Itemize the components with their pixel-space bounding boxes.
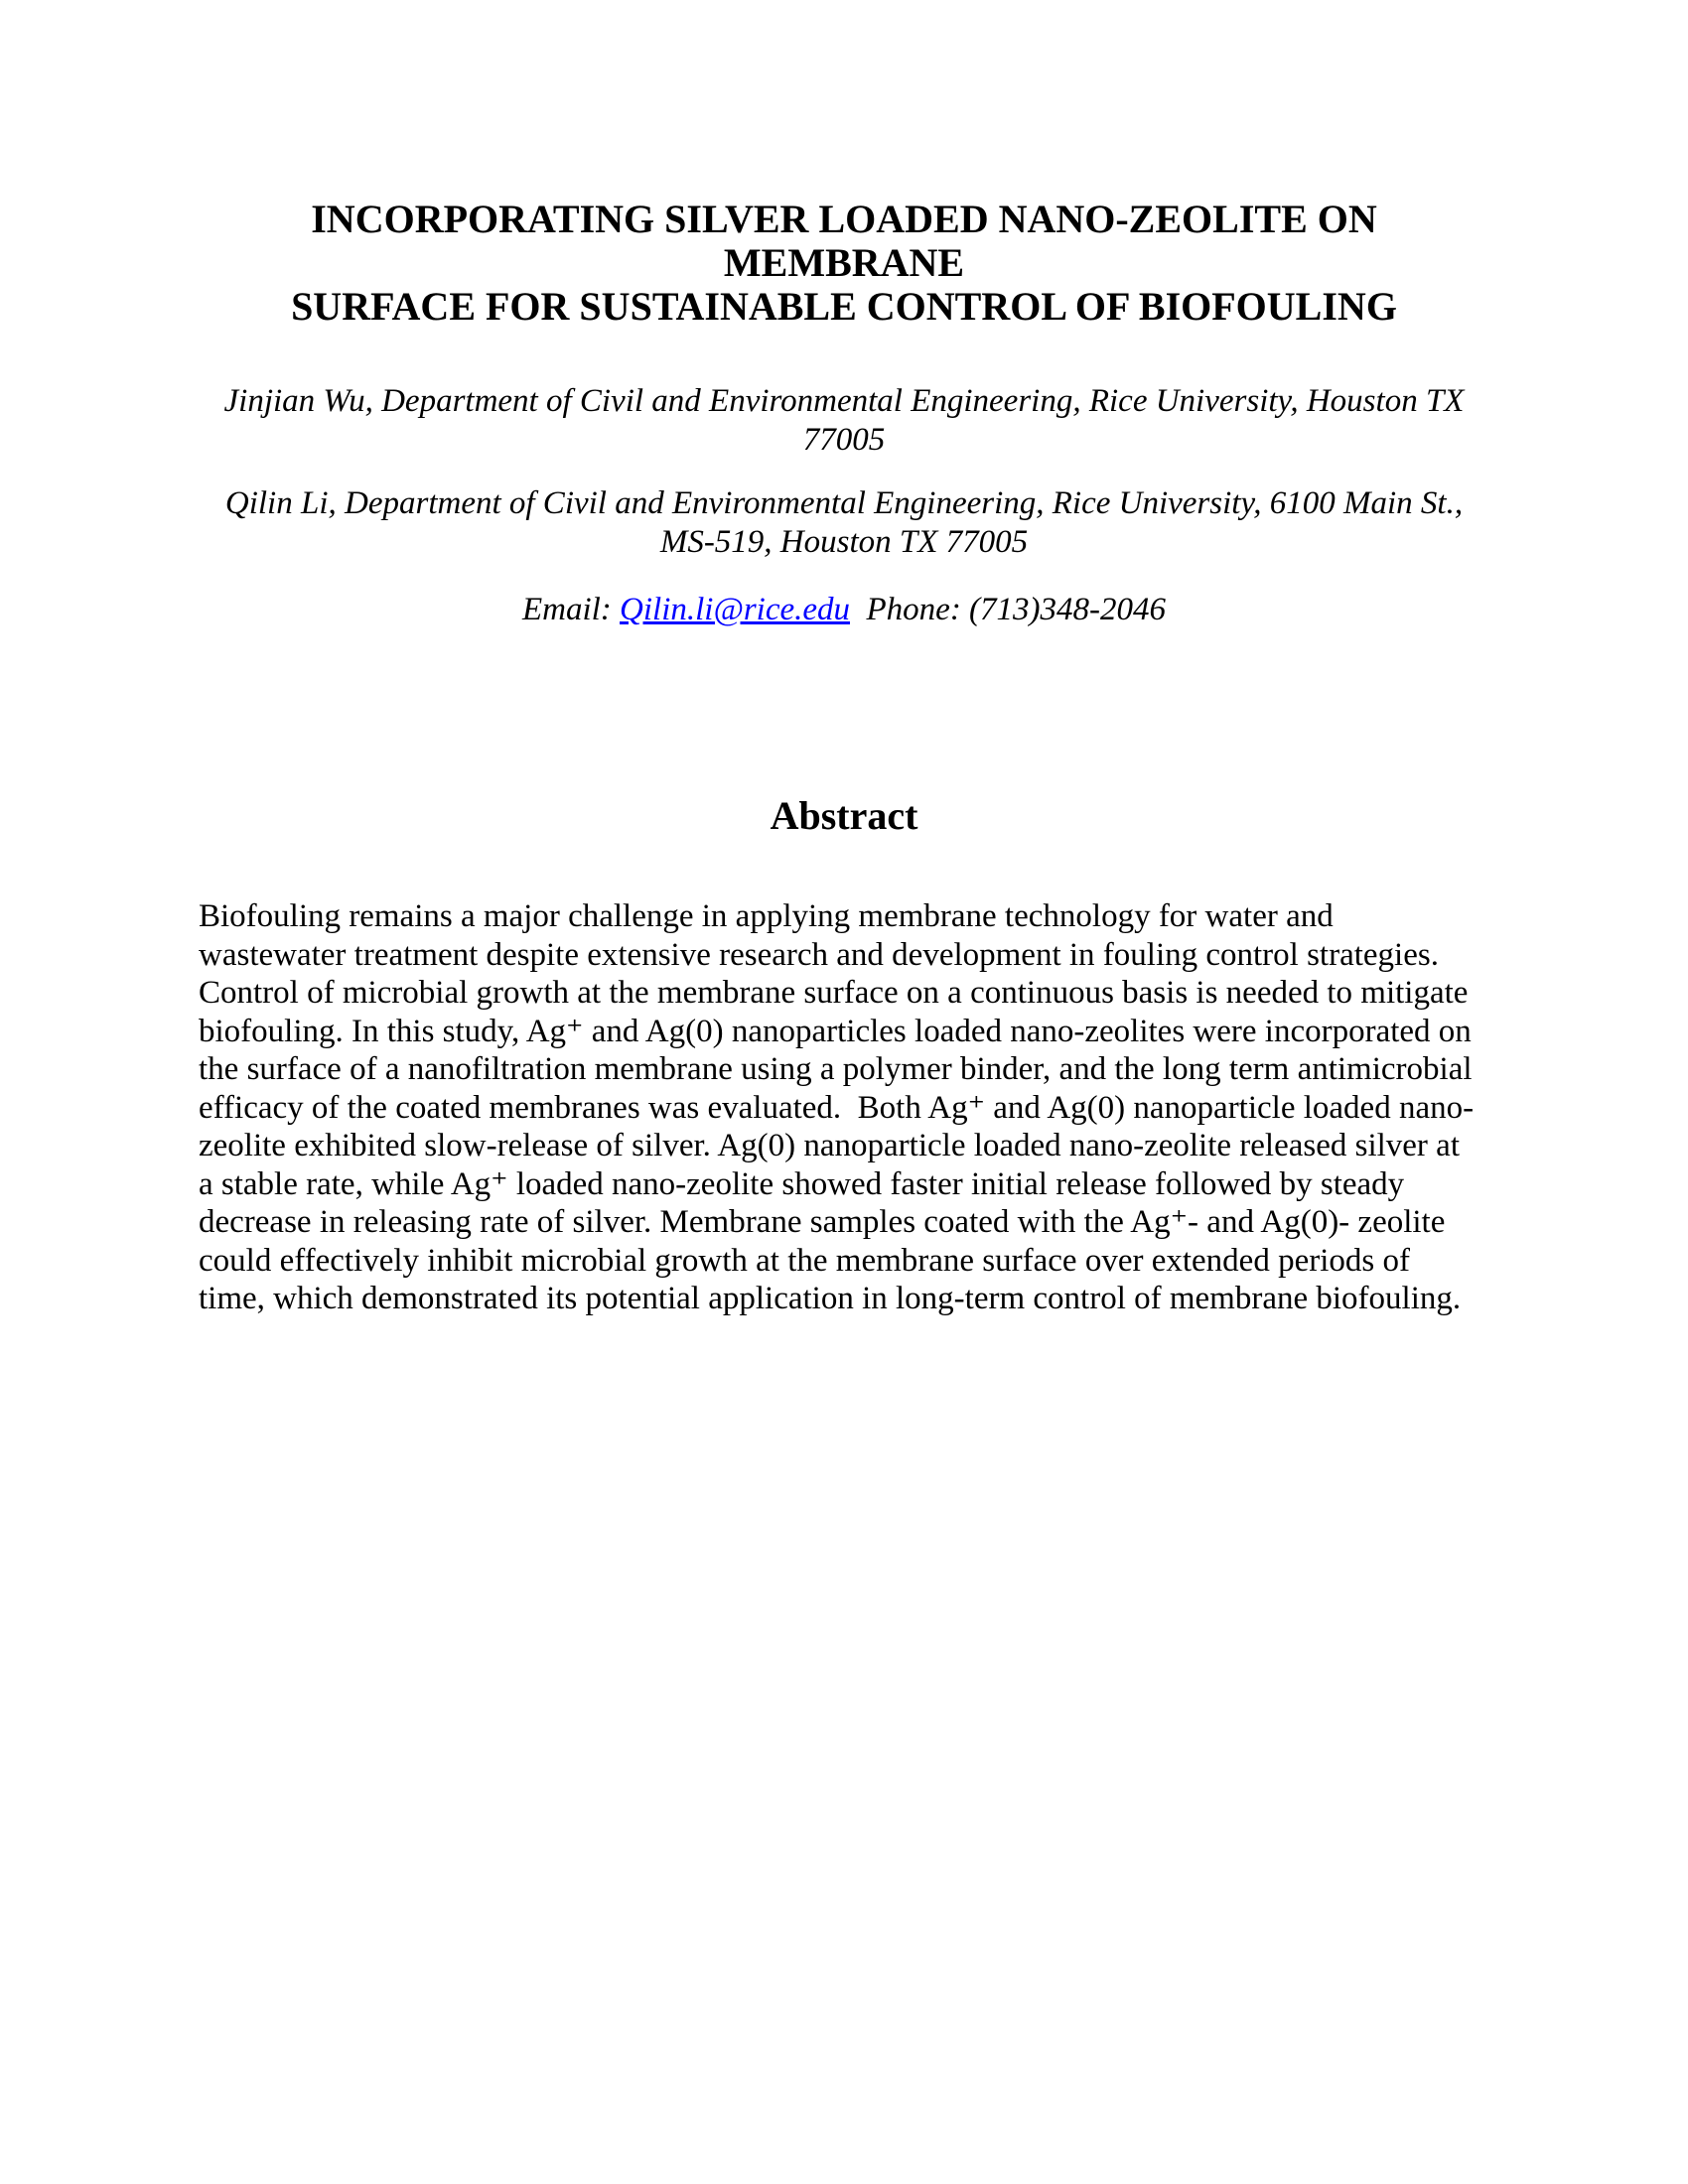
email-link[interactable]: Qilin.li@rice.edu (620, 592, 851, 627)
email-label: Email: (521, 592, 621, 627)
contact-line (199, 591, 1489, 629)
abstract-line: efficacy of the coated membranes was evaluated. Both Ag⁺ and Ag(0) nanoparticle loaded nano- (199, 1089, 1475, 1126)
paper-title (199, 198, 1489, 329)
paper-title-line: INCORPORATING SILVER LOADED NANO-ZEOLITE ON MEMBRANE (311, 197, 1377, 285)
author-affiliation-line: MS-519, Houston TX 77005 (659, 523, 1029, 560)
author-affiliation-1 (199, 382, 1489, 459)
abstract-line: could effectively inhibit microbial growth at the membrane surface over extended periods of (199, 1242, 1410, 1279)
author-affiliation-line: Qilin Li, Department of Civil and Environmental Engineering, Rice University, 6100 Main St., (224, 485, 1464, 521)
abstract-line: decrease in releasing rate of silver. Membrane samples coated with the Ag⁺- and Ag(0)- zeolite (199, 1204, 1446, 1240)
abstract-line: wastewater treatment despite extensive research and development in fouling control strategies. (199, 936, 1439, 973)
abstract-line: Biofouling remains a major challenge in applying membrane technology for water and (199, 898, 1334, 934)
abstract-line: Control of microbial growth at the membrane surface on a continuous basis is needed to mitigate (199, 975, 1469, 1011)
abstract-line: a stable rate, while Ag⁺ loaded nano-zeolite showed faster initial release followed by steady (199, 1165, 1405, 1202)
abstract-line: the surface of a nanofiltration membrane using a polymer binder, and the long term antimicrobial (199, 1051, 1473, 1087)
abstract-line: zeolite exhibited slow-release of silver. Ag(0) nanoparticle loaded nano-zeolite released silver at (199, 1128, 1460, 1163)
abstract-heading: Abstract (770, 793, 918, 838)
author-affiliation-line: Jinjian Wu, Department of Civil and Environmental Engineering, Rice University, Houston TX (223, 383, 1465, 419)
abstract-line: biofouling. In this study, Ag⁺ and Ag(0) nanoparticles loaded nano-zeolites were incorporated on (199, 1013, 1472, 1049)
phone-text: Phone: (713)348-2046 (850, 592, 1167, 627)
abstract-paragraph (199, 897, 1509, 1318)
author-affiliation-line: 77005 (802, 421, 886, 458)
abstract-line: time, which demonstrated its potential application in long-term control of membrane biofouling. (199, 1281, 1462, 1316)
paper-title-line: SURFACE FOR SUSTAINABLE CONTROL OF BIOFOULING (291, 284, 1397, 329)
author-affiliation-2 (199, 484, 1489, 561)
